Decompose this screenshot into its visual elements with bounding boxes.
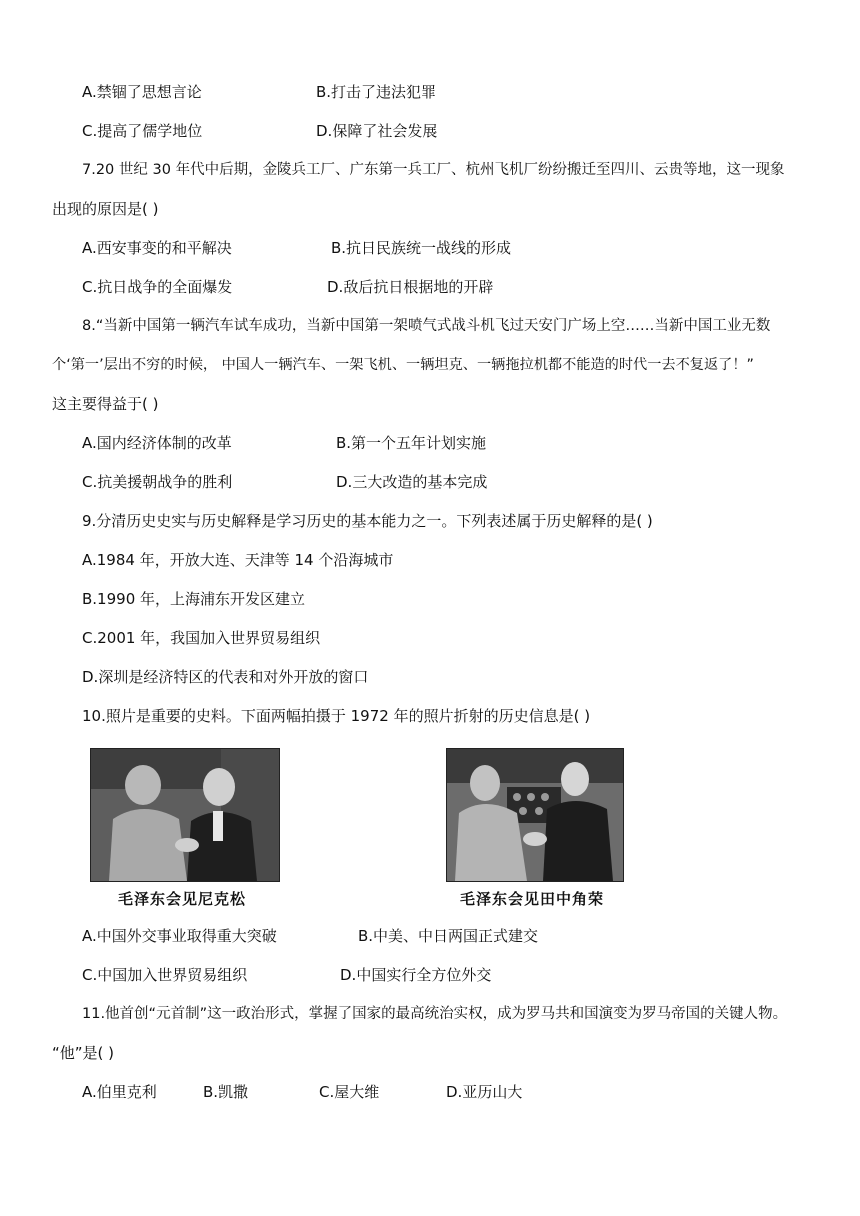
photo-mao-nixon-caption: 毛泽东会见尼克松 bbox=[118, 890, 247, 908]
q7-option-a: A.西安事变的和平解决 bbox=[82, 239, 232, 257]
q10-option-a: A.中国外交事业取得重大突破 bbox=[82, 927, 277, 945]
q7-stem-line-2: 出现的原因是( ) bbox=[52, 200, 159, 218]
q8-stem-line-3: 这主要得益于( ) bbox=[52, 395, 159, 413]
q9-option-c: C.2001 年，我国加入世界贸易组织 bbox=[82, 629, 321, 647]
q10-option-b: B.中美、中日两国正式建交 bbox=[358, 927, 539, 945]
q8-option-d: D.三大改造的基本完成 bbox=[336, 473, 488, 491]
q8-option-a: A.国内经济体制的改革 bbox=[82, 434, 232, 452]
photo-mao-tanaka-caption: 毛泽东会见田中角荣 bbox=[460, 890, 605, 908]
q11-stem-line-1: 11.他首创“元首制”这一政治形式，掌握了国家的最高统治实权，成为罗马共和国演变为罗马帝国的关键人物。 bbox=[82, 1006, 788, 1022]
q11-option-b: B.凯撒 bbox=[203, 1083, 249, 1101]
photo-mao-tanaka bbox=[446, 748, 624, 882]
q9-option-a: A.1984 年，开放大连、天津等 14 个沿海城市 bbox=[82, 551, 394, 569]
q8-option-c: C.抗美援朝战争的胜利 bbox=[82, 473, 233, 491]
photo-mao-nixon-image bbox=[91, 749, 279, 881]
q11-option-a: A.伯里克利 bbox=[82, 1083, 157, 1101]
q8-stem-line-1: 8.“当新中国第一辆汽车试车成功，当新中国第一架喷气式战斗机飞过天安门广场上空……当新中国工业无数 bbox=[82, 318, 771, 334]
q11-option-d: D.亚历山大 bbox=[446, 1083, 523, 1101]
q11-option-c: C.屋大维 bbox=[319, 1083, 380, 1101]
q10-option-c: C.中国加入世界贸易组织 bbox=[82, 966, 248, 984]
q7-option-d: D.敌后抗日根据地的开辟 bbox=[327, 278, 494, 296]
photo-mao-tanaka-image bbox=[447, 749, 623, 881]
q9-stem: 9.分清历史史实与历史解释是学习历史的基本能力之一。下列表述属于历史解释的是( ) bbox=[82, 512, 653, 530]
q7-stem-line-1: 7.20 世纪 30 年代中后期，金陵兵工厂、广东第一兵工厂、杭州飞机厂纷纷搬迁至四川、云贵等地，这一现象 bbox=[82, 162, 785, 178]
q9-option-d: D.深圳是经济特区的代表和对外开放的窗口 bbox=[82, 668, 369, 686]
q6-option-b: B.打击了违法犯罪 bbox=[316, 83, 437, 101]
q8-option-b: B.第一个五年计划实施 bbox=[336, 434, 487, 452]
photo-mao-nixon bbox=[90, 748, 280, 882]
q10-stem: 10.照片是重要的史料。下面两幅拍摄于 1972 年的照片折射的历史信息是( ) bbox=[82, 707, 591, 725]
q6-option-c: C.提高了儒学地位 bbox=[82, 122, 203, 140]
q9-option-b: B.1990 年，上海浦东开发区建立 bbox=[82, 590, 306, 608]
q7-option-b: B.抗日民族统一战线的形成 bbox=[331, 239, 512, 257]
q10-option-d: D.中国实行全方位外交 bbox=[340, 966, 492, 984]
q6-option-d: D.保障了社会发展 bbox=[316, 122, 438, 140]
q8-stem-line-2: 个‘第一’层出不穷的时候， 中国人一辆汽车、一架飞机、一辆坦克、一辆拖拉机都不能造的时代一去不复返了！” bbox=[52, 357, 754, 373]
q11-stem-line-2: “他”是( ) bbox=[52, 1044, 115, 1062]
q6-option-a: A.禁锢了思想言论 bbox=[82, 83, 202, 101]
q7-option-c: C.抗日战争的全面爆发 bbox=[82, 278, 233, 296]
